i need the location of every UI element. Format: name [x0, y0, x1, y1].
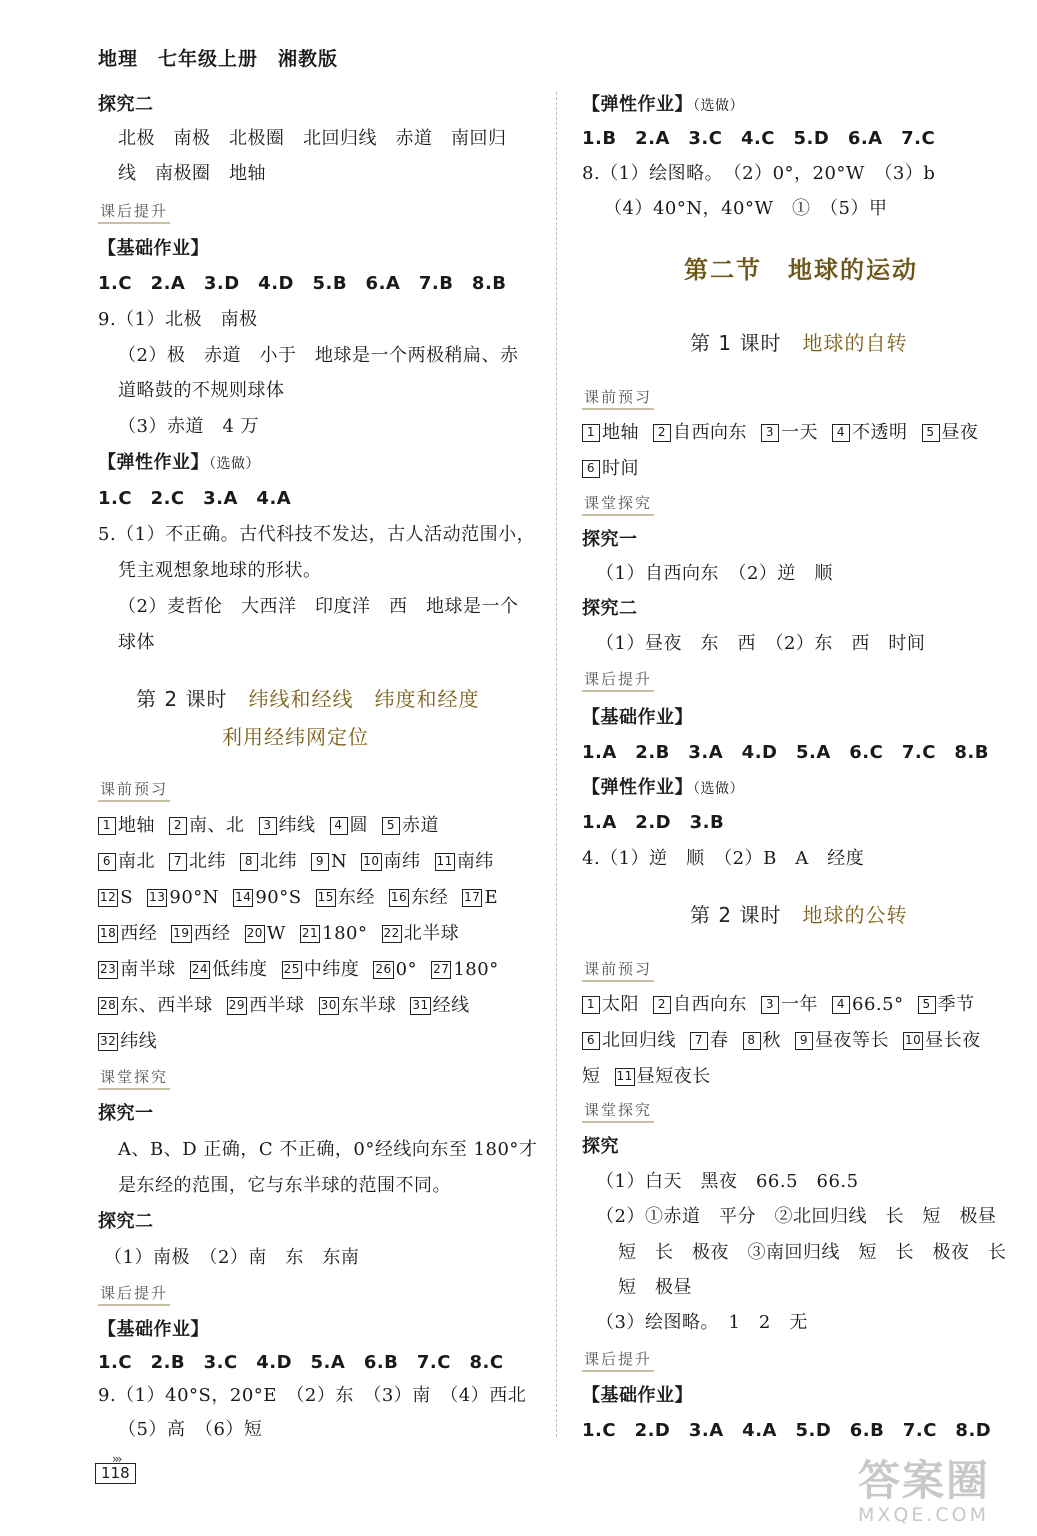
answer-text: 南、北: [189, 815, 245, 836]
answer-number-box: 31: [410, 997, 430, 1015]
answer-number-box: 23: [98, 961, 118, 979]
section-label: [98, 92, 154, 118]
line-text: 是东经的范围，它与东半球的范围不同。: [118, 1175, 451, 1196]
answer-number-box: 19: [171, 925, 191, 943]
numbered-answer: [832, 994, 904, 1015]
numbered-answer: [147, 887, 219, 908]
answer-text: 经线: [432, 995, 470, 1016]
numbered-answer: [615, 1066, 711, 1087]
answer-text: 北纬: [260, 851, 297, 872]
line-text: （1）南极 （2）南 东 东南: [104, 1247, 360, 1268]
answer-line: [118, 1173, 451, 1199]
answer-text: 季节: [937, 994, 975, 1015]
answer-line: [618, 1275, 692, 1301]
answer-number-box: 22: [382, 925, 402, 943]
answer-line: [98, 1383, 526, 1409]
answer-number-box: 3: [761, 424, 779, 442]
line-text: 1.C 2.B 3.C 4.D 5.A 6.B 7.C 8.C: [98, 1352, 504, 1373]
section-tag: 课后提升: [582, 1348, 654, 1372]
answer-text: 180°: [453, 959, 499, 980]
answer-number-box: 21: [300, 925, 320, 943]
section-label: [98, 450, 260, 477]
section-title: [684, 250, 918, 285]
section-tag: 课前预习: [582, 386, 654, 410]
answer-line: [118, 1137, 537, 1163]
title-text: 纬线和经线 纬度和经度: [248, 687, 480, 711]
line-text: 1.B 2.A 3.C 4.C 5.D 6.A 7.C: [582, 128, 936, 149]
numbered-answer: [922, 422, 979, 443]
line-text: 1.C 2.A 3.D 4.D 5.B 6.A 7.B 8.B: [98, 273, 507, 294]
answer-line: [98, 307, 258, 333]
line-text: 8.（1）绘图略。 （2）0°，20°W （3）b: [582, 163, 936, 184]
watermark: [858, 1448, 1028, 1530]
answer-text: 东经: [337, 887, 375, 908]
answer-number-box: 24: [190, 961, 210, 979]
numbered-answer: [382, 923, 460, 944]
numbered-answers: [98, 1029, 171, 1055]
answer-number-box: 7: [690, 1032, 708, 1050]
answer-number-box: 28: [98, 997, 118, 1015]
line-text: （2）极 赤道 小于 地球是一个两极稍扁、赤: [118, 345, 519, 366]
answer-number-box: 8: [240, 853, 258, 871]
answer-number-box: 18: [98, 925, 118, 943]
numbered-answer: [361, 851, 420, 872]
answer-text: 昼夜: [941, 422, 979, 443]
section-tag: 课堂探究: [582, 1099, 654, 1123]
answer-number-box: 9: [795, 1032, 813, 1050]
column-divider: [556, 92, 557, 1437]
numbered-answer: [282, 959, 360, 980]
answer-text: 纬线: [278, 815, 316, 836]
numbered-answer: [582, 458, 639, 479]
line-text: （2）①赤道 平分 ②北回归线 长 短 极昼: [596, 1206, 997, 1227]
page-header: 地理 七年级上册 湘教版: [98, 48, 339, 70]
numbered-answer: [653, 422, 747, 443]
lesson-title: [690, 899, 907, 928]
answer-number-box: 2: [653, 996, 671, 1014]
answer-number-box: 8: [743, 1032, 761, 1050]
section-label: [582, 1134, 619, 1160]
answer-line: [118, 558, 322, 584]
line-text: 1.A 2.D 3.B: [582, 812, 725, 833]
numbered-answer: [245, 923, 286, 944]
line-text: A、B、D 正确，C 不正确，0°经线向东至 180°才: [118, 1139, 538, 1160]
answer-number-box: 20: [245, 925, 265, 943]
answer-text: 东经: [411, 887, 449, 908]
numbered-answers: [98, 885, 512, 911]
answer-number-box: 16: [389, 889, 409, 907]
numbered-answer: [169, 815, 245, 836]
answer-number-box: 4: [832, 996, 850, 1014]
answer-line: [582, 846, 864, 872]
numbered-answer: [316, 887, 375, 908]
section-label: [582, 126, 935, 152]
numbered-answer: [190, 959, 268, 980]
numbered-answer: [795, 1030, 889, 1051]
numbered-answers: [582, 420, 993, 446]
answer-text: 66.5°: [852, 994, 904, 1015]
numbered-answer: [233, 887, 302, 908]
line-text: 【基础作业】: [582, 1385, 693, 1406]
answer-text: 低纬度: [212, 959, 268, 980]
numbered-answer: [582, 1066, 601, 1087]
line-text: 短 长 极夜 ③南回归线 短 长 极夜 长: [618, 1242, 1007, 1263]
numbered-answer: [98, 851, 155, 872]
answer-line: [118, 414, 259, 440]
answer-number-box: 17: [462, 889, 482, 907]
answer-text: 春: [710, 1030, 729, 1051]
answer-number-box: 14: [233, 889, 253, 907]
section-tag: 课堂探究: [582, 492, 654, 516]
title-text: 利用经纬网定位: [222, 725, 369, 749]
answer-number-box: 6: [98, 853, 116, 871]
numbered-answer: [903, 1030, 981, 1051]
answer-text: 西半球: [249, 995, 305, 1016]
section-label: [582, 527, 638, 553]
answer-line: [596, 1169, 859, 1195]
line-text: （2）麦哲伦 大西洋 印度洋 西 地球是一个: [118, 596, 519, 617]
answer-text: 一年: [781, 994, 818, 1015]
answer-text: E: [484, 887, 499, 908]
answer-number-box: 5: [922, 424, 940, 442]
answer-line: [118, 161, 266, 187]
line-text: 探究: [582, 1136, 619, 1157]
answer-number-box: 2: [169, 817, 187, 835]
watermark-main: 答案圈: [858, 1456, 991, 1505]
answer-number-box: 15: [316, 889, 336, 907]
answer-number-box: 12: [98, 889, 118, 907]
answer-number-box: 6: [582, 1032, 600, 1050]
answer-text: 纬线: [120, 1031, 158, 1052]
answer-number-box: 1: [98, 817, 116, 835]
answer-number-box: 9: [311, 853, 329, 871]
answer-line: [596, 1310, 808, 1336]
line-text: 探究一: [98, 1103, 154, 1124]
numbered-answers: [98, 849, 508, 875]
answer-number-box: 10: [903, 1032, 923, 1050]
line-text: 凭主观想象地球的形状。: [118, 560, 322, 581]
page-number: 118: [95, 1463, 136, 1484]
answer-number-box: 4: [330, 817, 348, 835]
section-label: [98, 1350, 504, 1376]
line-text: 探究二: [98, 1211, 154, 1232]
numbered-answer: [169, 851, 226, 872]
numbered-answer: [761, 994, 818, 1015]
line-text: （3）绘图略。 1 2 无: [596, 1312, 808, 1333]
answer-line: [618, 1240, 1007, 1266]
line-text: 【弹性作业】: [582, 94, 693, 115]
line-text: 1.C 2.D 3.A 4.A 5.D 6.B 7.C 8.D: [582, 1420, 992, 1441]
line-text: 1.A 2.B 3.A 4.D 5.A 6.C 7.C 8.B: [582, 742, 989, 763]
section-label: [98, 236, 209, 262]
page-number-arrow-icon: ›››: [112, 1452, 121, 1466]
line-text: 球体: [118, 632, 155, 653]
answer-text: 昼短夜长: [636, 1066, 711, 1087]
answer-text: 北纬: [189, 851, 226, 872]
numbered-answer: [653, 994, 747, 1015]
answer-text: 昼夜等长: [815, 1030, 889, 1051]
answer-line: [596, 561, 833, 587]
answer-text: 时间: [602, 458, 639, 479]
answer-text: 不透明: [852, 422, 908, 443]
line-text: 探究二: [98, 94, 154, 115]
answer-number-box: 10: [361, 853, 381, 871]
answer-number-box: 2: [653, 424, 671, 442]
answer-line: [596, 1204, 996, 1230]
answer-text: 东半球: [340, 995, 397, 1016]
lesson-title: [136, 683, 479, 712]
numbered-answer: [743, 1030, 782, 1051]
answer-text: S: [120, 887, 134, 908]
answer-text: 南半球: [120, 959, 176, 980]
section-label: [582, 740, 989, 766]
numbered-answer: [98, 923, 157, 944]
numbered-answer: [761, 422, 818, 443]
line-text: 4.（1）逆 顺 （2）B A 经度: [582, 848, 865, 869]
answer-number-box: 3: [259, 817, 277, 835]
answer-number-box: 29: [227, 997, 247, 1015]
answer-line: [604, 196, 887, 222]
numbered-answer: [300, 923, 368, 944]
numbered-answer: [582, 994, 639, 1015]
line-text: 探究二: [582, 598, 638, 619]
lesson-number: 第 2 课时: [136, 687, 249, 711]
line-text: 【基础作业】: [582, 707, 693, 728]
answer-number-box: 13: [147, 889, 167, 907]
answer-text: 南北: [118, 851, 155, 872]
numbered-answer: [240, 851, 297, 872]
section-label: [582, 596, 638, 622]
line-text: （1）自西向东 （2）逆 顺: [596, 563, 833, 584]
numbered-answer: [389, 887, 448, 908]
line-text: 短 极昼: [618, 1277, 692, 1298]
line-text: 线 南极圈 地轴: [118, 163, 266, 184]
answer-line: [596, 631, 925, 657]
line-text: （3）赤道 4 万: [118, 416, 260, 437]
answer-line: [118, 378, 285, 404]
numbered-answers: [582, 992, 989, 1018]
answer-number-box: 27: [431, 961, 451, 979]
numbered-answer: [382, 815, 439, 836]
numbered-answer: [410, 995, 469, 1016]
numbered-answer: [462, 887, 498, 908]
numbered-answers: [98, 957, 513, 983]
line-text: （4）40°N，40°W ① （5）甲: [604, 198, 888, 219]
numbered-answer: [98, 815, 155, 836]
numbered-answer: [918, 994, 975, 1015]
line-text: 9.（1）40°S，20°E （2）东 （3）南 （4）西北: [98, 1385, 527, 1406]
section-tag: 课前预习: [98, 778, 170, 802]
answer-text: 180°: [322, 923, 368, 944]
line-text: 9.（1）北极 南极: [98, 309, 258, 330]
lesson-number: 第 1 课时: [690, 331, 803, 355]
numbered-answer: [330, 815, 369, 836]
answer-text: 东、西半球: [120, 995, 213, 1016]
numbered-answer: [259, 815, 316, 836]
numbered-answer: [171, 923, 230, 944]
answer-number-box: 7: [169, 853, 187, 871]
answer-number-box: 5: [382, 817, 400, 835]
answer-number-box: 25: [282, 961, 302, 979]
numbered-answers: [582, 1028, 995, 1054]
numbered-answer: [582, 1030, 676, 1051]
answer-number-box: 4: [832, 424, 850, 442]
section-label: [98, 1101, 154, 1127]
answer-number-box: 11: [615, 1068, 635, 1086]
section-label: [582, 775, 744, 802]
title-text: 地球的公转: [802, 903, 908, 927]
numbered-answer: [832, 422, 908, 443]
answer-text: 昼长夜: [925, 1030, 981, 1051]
answer-text: 一天: [781, 422, 818, 443]
answer-number-box: 1: [582, 996, 600, 1014]
numbered-answer: [311, 851, 347, 872]
answer-line: [118, 594, 518, 620]
numbered-answer: [373, 959, 417, 980]
section-label: [582, 705, 693, 731]
section-label: [582, 1418, 991, 1444]
answer-line: [98, 522, 535, 548]
answer-text: 南纬: [383, 851, 421, 872]
optional-note: （选做）: [693, 781, 744, 797]
answer-text: 南纬: [456, 851, 494, 872]
section-label: [582, 810, 724, 836]
answer-text: 北回归线: [602, 1030, 676, 1051]
answer-line: [104, 1245, 359, 1271]
answer-text: 秋: [762, 1030, 781, 1051]
answer-text: 自西向东: [673, 422, 747, 443]
answer-text: 90°N: [169, 887, 220, 908]
line-text: （5）高 （6）短: [118, 1419, 263, 1440]
answer-number-box: 5: [918, 996, 936, 1014]
answer-text: 中纬度: [303, 959, 360, 980]
line-text: 【弹性作业】: [582, 777, 693, 798]
answer-text: 圆: [349, 815, 368, 836]
numbered-answer: [227, 995, 305, 1016]
answer-text: 90°S: [255, 887, 302, 908]
numbered-answer: [98, 959, 176, 980]
section-tag: 课堂探究: [98, 1066, 170, 1090]
answer-number-box: 30: [319, 997, 339, 1015]
line-text: 探究一: [582, 529, 638, 550]
optional-note: （选做）: [693, 98, 744, 114]
answer-number-box: 11: [435, 853, 455, 871]
numbered-answers: [582, 1064, 725, 1090]
numbered-answer: [319, 995, 397, 1016]
answer-text: 西经: [193, 923, 231, 944]
answer-text: W: [266, 923, 286, 944]
line-text: 【弹性作业】: [98, 452, 209, 473]
line-text: 【基础作业】: [98, 1319, 209, 1340]
section-tag: 课后提升: [98, 200, 170, 224]
lesson-title: [222, 721, 369, 750]
answer-number-box: 26: [373, 961, 393, 979]
answer-text: 北半球: [403, 923, 460, 944]
line-text: 5.（1）不正确。古代科技不发达，古人活动范围小，: [98, 524, 536, 545]
section-tag: 课后提升: [582, 668, 654, 692]
line-text: 【基础作业】: [98, 238, 209, 259]
section-label: [98, 486, 291, 512]
numbered-answer: [431, 959, 499, 980]
section-label: [98, 1317, 209, 1343]
answer-number-box: 32: [98, 1033, 118, 1051]
answer-text: 地轴: [602, 422, 639, 443]
numbered-answer: [690, 1030, 729, 1051]
numbered-answer: [98, 887, 133, 908]
line-text: （1）昼夜 东 西 （2）东 西 时间: [596, 633, 926, 654]
lesson-title: [690, 327, 907, 356]
numbered-answers: [98, 921, 473, 947]
answer-text: 太阳: [602, 994, 639, 1015]
answer-line: [118, 343, 518, 369]
title-text: 第二节 地球的运动: [684, 256, 918, 284]
answer-line: [582, 161, 935, 187]
line-text: （1）白天 黑夜 66.5 66.5: [596, 1171, 859, 1192]
section-label: [582, 1383, 693, 1409]
line-text: 北极 南极 北极圈 北回归线 赤道 南回归: [118, 128, 507, 149]
section-label: [582, 92, 744, 119]
section-label: [98, 271, 507, 297]
section-tag: 课后提升: [98, 1282, 170, 1306]
numbered-answers: [98, 813, 453, 839]
optional-note: （选做）: [209, 456, 260, 472]
numbered-answer: [582, 422, 639, 443]
numbered-answer: [435, 851, 494, 872]
answer-text: 自西向东: [673, 994, 747, 1015]
answer-number-box: 3: [761, 996, 779, 1014]
answer-line: [118, 126, 507, 152]
section-tag: 课前预习: [582, 958, 654, 982]
numbered-answer: [98, 995, 213, 1016]
section-label: [98, 1209, 154, 1235]
answer-text: 西经: [120, 923, 158, 944]
answer-number-box: 1: [582, 424, 600, 442]
answer-line: [118, 630, 155, 656]
numbered-answers: [582, 456, 653, 482]
numbered-answer: [98, 1031, 157, 1052]
answer-text: 地轴: [118, 815, 155, 836]
answer-text: 赤道: [402, 815, 439, 836]
numbered-answers: [98, 993, 484, 1019]
answer-text: 0°: [395, 959, 418, 980]
answer-line: [118, 1417, 262, 1443]
answer-text: N: [331, 851, 348, 872]
answer-number-box: 6: [582, 460, 600, 478]
line-text: 道略鼓的不规则球体: [118, 380, 285, 401]
watermark-url: MXQE.COM: [858, 1504, 990, 1526]
answer-text: 短: [582, 1066, 601, 1087]
lesson-number: 第 2 课时: [690, 903, 803, 927]
title-text: 地球的自转: [802, 331, 908, 355]
line-text: 1.C 2.C 3.A 4.A: [98, 488, 292, 509]
